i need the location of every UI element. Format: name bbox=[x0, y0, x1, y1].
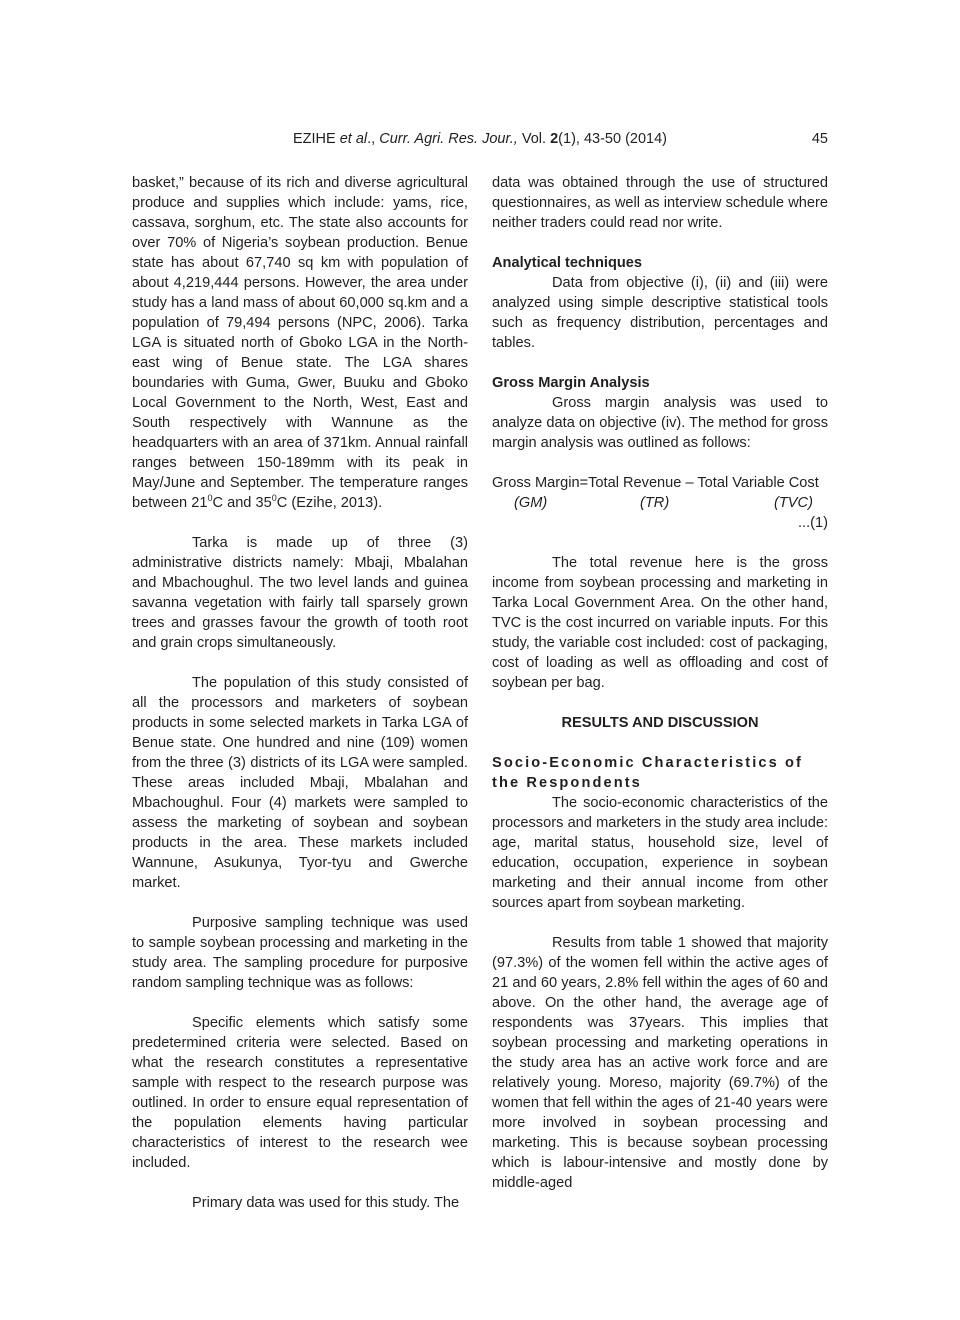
equation-tvc-close: ) bbox=[808, 495, 813, 511]
header-author: EZIHE bbox=[293, 131, 336, 147]
equation-line: Gross Margin=Total Revenue – Total Variable Cost bbox=[492, 475, 819, 491]
equation-tvc-group bbox=[774, 493, 813, 513]
header-journal: Curr. Agri. Res. Jour., bbox=[379, 131, 518, 147]
equation-tvc: TVC bbox=[778, 495, 809, 511]
paragraph-benue-end: C (Ezihe, 2013). bbox=[276, 495, 383, 511]
paragraph-results-table: Results from table 1 showed that majority (97.3%) of the women fell within the active ages of 21 and 60 years, 2.8% fell within the ages of 60 and above. On the other hand, the average age of respondents was 37years. This implies that soybean processing and marketing operations in the study area has an active work force and are relatively young. Moreso, majority (69.7%) of the women that fell within the ages of 21-40 years were more involved in soybean processing and marketing. This is because soybean processing which is labour-intensive and mostly done by middle-aged bbox=[492, 935, 828, 1191]
paragraph-benue-text: basket,” because of its rich and diverse agricultural produce and supplies which include: yams, rice, cassava, sorghum, etc. The state also accounts for over 70% of Nigeria’s soybean production. Benue state has about 67,740 sq km with population of about 4,219,444 persons. However, the area under study has a land mass of about 60,000 sq.km and a population of 79,494 persons (NPC, 2006). Tarka LGA is situated north of Gboko LGA in the North-east wing of Benue state. The LGA shares boundaries with Guma, Gwer, Buuku and Gboko Local Government to the North, West, East and South respectively with Wannune as the headquarters with an area of 371km. Annual rainfall ranges between 150-189mm with its peak in May/June and September. The temperature ranges between 21 bbox=[132, 175, 468, 511]
heading-results-discussion: RESULTS AND DISCUSSION bbox=[561, 715, 759, 731]
degree-sup-1: 0 bbox=[207, 493, 213, 504]
page-number: 45 bbox=[811, 131, 828, 147]
right-column bbox=[492, 173, 828, 1193]
paragraph-benue-state bbox=[132, 173, 468, 513]
left-column bbox=[132, 173, 468, 1213]
equation-gm: (GM) bbox=[514, 495, 548, 511]
heading-gross-margin: Gross Margin Analysis bbox=[492, 375, 650, 391]
paragraph-gross-margin: Gross margin analysis was used to analyze data on objective (iv). The method for gross margin analysis was outlined as follows: bbox=[492, 395, 828, 451]
paragraph-analytical: Data from objective (i), (ii) and (iii) were analyzed using simple descriptive statistical tools such as frequency distribution, percentages and tables. bbox=[492, 275, 828, 351]
paragraph-socio-economic: The socio-economic characteristics of the processors and marketers in the study area include: age, marital status, household size, level of education, occupation, experience in soybean marketing and their annual income from other sources apart from soybean marketing. bbox=[492, 795, 828, 911]
equation-abbreviations bbox=[492, 493, 828, 513]
paragraph-primary-data: Primary data was used for this study. The bbox=[192, 1195, 460, 1211]
journal-citation: EZIHE et al., Curr. Agri. Res. Jour., Vol. 2(1), 43-50 (2014) bbox=[293, 131, 667, 147]
header-vol-num: 2 bbox=[550, 131, 559, 147]
paragraph-benue-mid: C and 35 bbox=[212, 495, 272, 511]
paragraph-tarka-districts: Tarka is made up of three (3) administrative districts namely: Mbaji, Mbalahan and Mbachoughul. The two level lands and guinea savanna vegetation with fairly tall sparsely grown trees and grasses favour the growth of tooth root and grain crops simultaneously. bbox=[132, 535, 468, 651]
heading-analytical-techniques: Analytical techniques bbox=[492, 255, 643, 271]
header-etal: et al bbox=[339, 131, 368, 147]
paragraph-total-revenue: The total revenue here is the gross income from soybean processing and marketing in Tarka Local Government Area. On the other hand, TVC is the cost incurred on variable inputs. For this study, the variable cost included: cost of packaging, cost of loading as well as offloading and cost of soybean per bag. bbox=[492, 555, 828, 691]
equation-tr: (TR) bbox=[640, 495, 670, 511]
paragraph-specific-elements: Specific elements which satisfy some predetermined criteria were selected. Based on what the research constitutes a representative sample with respect to the research purpose was outlined. In order to ensure equal representation of the population elements having particular characteristics of interest to the research wee included. bbox=[132, 1015, 468, 1171]
degree-sup-2: 0 bbox=[271, 493, 277, 504]
equation-tvc-open: ( bbox=[774, 495, 779, 511]
running-header bbox=[132, 129, 828, 151]
paragraph-population: The population of this study consisted of all the processors and marketers of soybean products in some selected markets in Tarka LGA of Benue state. One hundred and nine (109) women from the three (3) districts of its LGA were sampled. These areas included Mbaji, Mbalahan and Mbachoughul. Four (4) markets were sampled to assess the marketing of soybean and soybean products in the area. These markets included Wannune, Asukunya, Tyor-tyu and Gwerche market. bbox=[132, 675, 468, 891]
heading-socio-economic: Socio-Economic Characteristics of the Respondents bbox=[492, 755, 803, 791]
paragraph-data-obtained: data was obtained through the use of structured questionnaires, as well as interview schedule where neither traders could read nor write. bbox=[492, 175, 828, 231]
paragraph-purposive-sampling: Purposive sampling technique was used to sample soybean processing and marketing in the study area. The sampling procedure for purposive random sampling technique was as follows: bbox=[132, 915, 468, 991]
header-issue: (1), 43-50 (2014) bbox=[558, 131, 667, 147]
header-vol-label: Vol. bbox=[521, 131, 547, 147]
equation-number: ...(1) bbox=[798, 515, 828, 531]
